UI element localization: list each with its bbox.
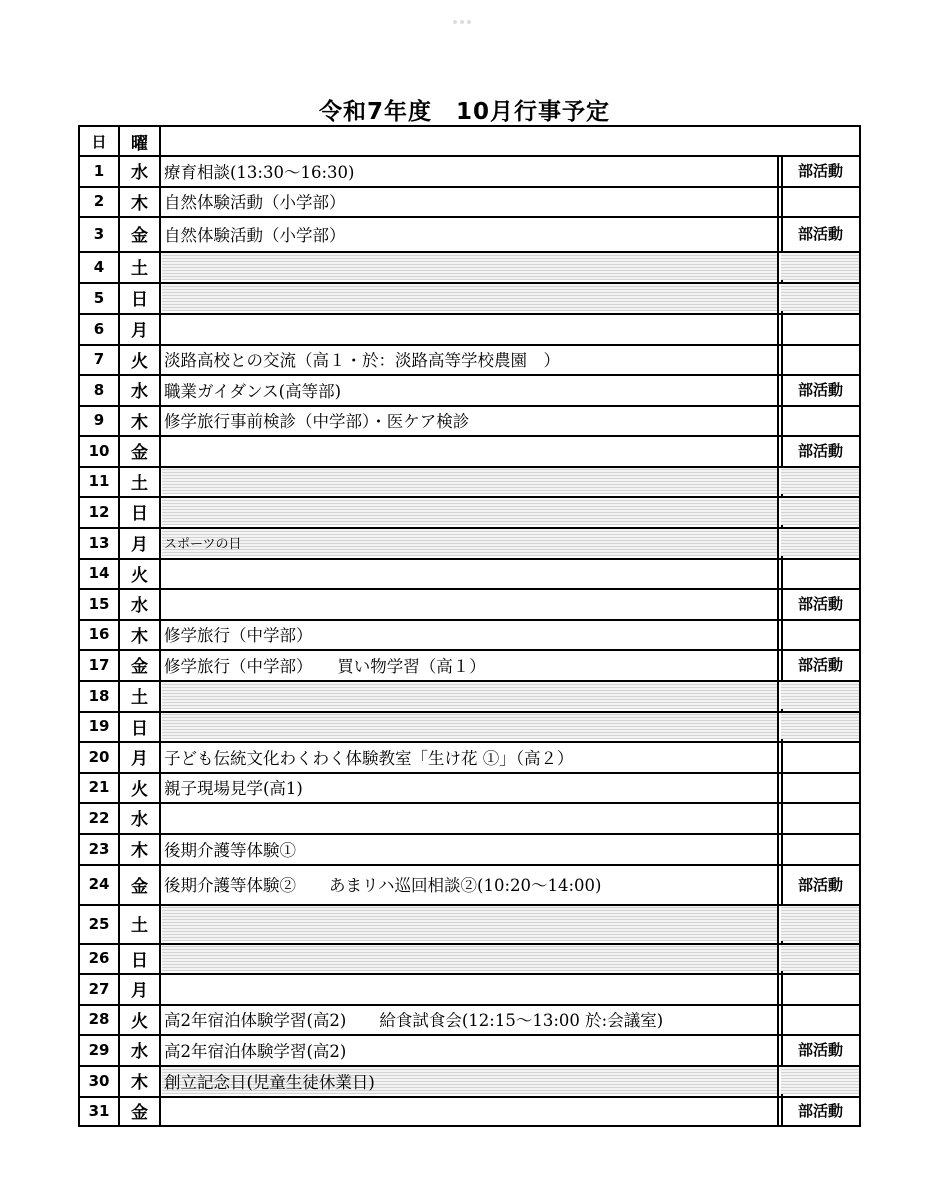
table-row (78, 344, 861, 374)
weekday: 日 (131, 718, 148, 739)
day-number: 2 (93, 192, 105, 210)
page-title: 令和7年度 10月行事予定 (318, 99, 610, 125)
day-number: 13 (88, 533, 110, 552)
day-number: 19 (88, 717, 110, 735)
table-row (78, 496, 861, 527)
weekday: 水 (131, 596, 148, 616)
weekday: 木 (131, 1073, 148, 1093)
day-number: 4 (93, 257, 105, 276)
event-text: 自然体験活動（小学部） (164, 193, 346, 212)
club-activity (782, 711, 859, 741)
club-activity: 部活動 (797, 656, 843, 674)
event-text (162, 588, 777, 619)
table-row (78, 802, 861, 833)
header-row (78, 125, 861, 157)
weekday: 日 (131, 950, 148, 971)
weekday: 月 (131, 321, 148, 341)
event-text: 修学旅行事前検診（中学部）・医ケア検診 (164, 412, 470, 431)
day-number: 28 (88, 1010, 110, 1028)
table-row (78, 649, 861, 680)
club-activity: 部活動 (797, 595, 843, 613)
event-text (162, 711, 777, 741)
weekday: 月 (131, 535, 148, 555)
weekday: 土 (131, 473, 148, 494)
day-number: 23 (88, 839, 110, 858)
weekday: 月 (131, 981, 148, 1001)
table-row (78, 680, 861, 711)
club-activity (782, 496, 859, 527)
event-text (162, 251, 777, 282)
club-activity (782, 772, 859, 802)
header-day: 日 (91, 132, 107, 151)
weekday: 水 (131, 382, 148, 402)
weekday: 土 (131, 259, 148, 279)
day-number: 24 (88, 875, 110, 893)
table-row (78, 466, 861, 496)
weekday: 金 (131, 657, 148, 677)
table-row (78, 904, 861, 943)
club-activity (782, 466, 859, 496)
table-row (78, 155, 861, 186)
event-text (162, 904, 777, 943)
day-number: 5 (93, 288, 105, 307)
table-row (78, 216, 861, 251)
table-row (78, 313, 861, 344)
event-text: 創立記念日(児童生徒休業日) (164, 1072, 375, 1092)
weekday: 木 (131, 412, 148, 433)
table-row (78, 943, 861, 973)
event-text (162, 558, 777, 588)
weekday: 金 (131, 1103, 148, 1123)
event-text: 高2年宿泊体験学習(高2) (164, 1041, 347, 1061)
header-weekday: 曜 (131, 133, 148, 154)
club-activity (782, 186, 859, 216)
table-row (78, 772, 861, 802)
event-text (162, 943, 777, 973)
day-number: 9 (93, 411, 105, 429)
day-number: 7 (93, 350, 105, 368)
club-activity (782, 344, 859, 374)
day-number: 6 (93, 319, 105, 338)
day-number: 20 (88, 747, 110, 766)
table-row (78, 588, 861, 619)
club-activity: 部活動 (797, 162, 843, 180)
event-text: スポーツの日 (164, 537, 242, 552)
weekday: 火 (131, 779, 148, 800)
header-event (162, 125, 777, 157)
weekday: 金 (131, 226, 148, 246)
event-text (162, 496, 777, 527)
table-row (78, 1096, 861, 1125)
day-number: 11 (88, 472, 110, 490)
weekday: 月 (131, 749, 148, 769)
event-text: 後期介護等体験② あまリハ巡回相談②(10:20～14:00) (164, 876, 602, 895)
window-handle-dots (453, 9, 479, 15)
day-number: 16 (88, 625, 110, 643)
club-activity: 部活動 (797, 442, 843, 460)
event-text: 修学旅行（中学部） (164, 626, 313, 645)
club-activity: 部活動 (797, 225, 843, 243)
club-activity (782, 904, 859, 943)
weekday: 火 (131, 1011, 148, 1032)
event-text: 療育相談(13:30～16:30) (164, 162, 355, 182)
table-row (78, 864, 861, 904)
table-row (78, 558, 861, 588)
day-number: 3 (93, 224, 105, 243)
day-number: 27 (88, 979, 110, 998)
event-text (162, 1096, 777, 1125)
table-row (78, 405, 861, 435)
event-text: 後期介護等体験① (164, 840, 296, 860)
event-text (162, 466, 777, 496)
weekday: 火 (131, 351, 148, 372)
table-row (78, 619, 861, 649)
weekday: 水 (131, 810, 148, 830)
weekday: 木 (131, 841, 148, 861)
event-text (162, 680, 777, 711)
weekday: 水 (131, 1042, 148, 1062)
day-number: 8 (93, 380, 105, 399)
club-activity: 部活動 (797, 875, 843, 894)
event-text (162, 435, 777, 466)
club-activity (782, 282, 859, 313)
day-number: 1 (93, 161, 105, 180)
weekday: 木 (131, 626, 148, 647)
club-activity (782, 741, 859, 772)
club-activity (782, 619, 859, 649)
table-row (78, 435, 861, 466)
club-activity (782, 943, 859, 973)
table-row (78, 282, 861, 313)
event-text (162, 313, 777, 344)
club-activity (782, 313, 859, 344)
event-text (162, 282, 777, 313)
weekday: 金 (131, 876, 148, 897)
event-text: 職業ガイダンス(高等部) (164, 381, 342, 401)
table-row (78, 741, 861, 772)
club-activity: 部活動 (797, 381, 843, 399)
table-row (78, 251, 861, 282)
club-activity (782, 527, 859, 558)
event-text: 高2年宿泊体験学習(高2) 給食試食会(12:15～13:00 於:会議室) (164, 1011, 664, 1030)
event-text: 淡路高校との交流（高１・於：淡路高等学校農園 ） (164, 351, 560, 370)
club-activity (782, 405, 859, 435)
table-row (78, 527, 861, 558)
day-number: 15 (88, 594, 110, 613)
club-activity (782, 833, 859, 864)
weekday: 日 (131, 504, 148, 524)
day-number: 10 (88, 441, 110, 460)
day-number: 12 (88, 502, 110, 521)
club-activity (782, 251, 859, 282)
day-number: 18 (88, 686, 110, 705)
day-number: 25 (88, 914, 110, 933)
table-row (78, 833, 861, 864)
weekday: 金 (131, 443, 148, 463)
table-row (78, 1065, 861, 1096)
table-row (78, 711, 861, 741)
weekday: 水 (131, 163, 148, 183)
table-row (78, 1034, 861, 1065)
club-activity (782, 1065, 859, 1096)
day-number: 17 (88, 655, 110, 674)
weekday: 火 (131, 565, 148, 586)
day-number: 29 (88, 1040, 110, 1059)
table-row (78, 186, 861, 216)
day-number: 31 (88, 1101, 110, 1120)
table-row (78, 1004, 861, 1034)
weekday: 木 (131, 193, 148, 214)
day-number: 14 (88, 564, 110, 582)
event-text (162, 802, 777, 833)
weekday: 土 (131, 916, 148, 936)
club-activity (782, 973, 859, 1004)
table-row (78, 374, 861, 405)
event-text: 自然体験活動（小学部） (164, 225, 346, 245)
day-number: 26 (88, 949, 110, 967)
club-activity (782, 802, 859, 833)
day-number: 30 (88, 1071, 110, 1090)
club-activity (782, 1004, 859, 1034)
table-row (78, 973, 861, 1004)
event-text: 親子現場見学(高1) (164, 779, 303, 798)
event-text: 修学旅行（中学部） 買い物学習（高１） (164, 656, 486, 676)
weekday: 土 (131, 688, 148, 708)
day-number: 21 (88, 778, 110, 796)
club-activity: 部活動 (797, 1102, 843, 1120)
day-number: 22 (88, 808, 110, 827)
club-activity: 部活動 (797, 1041, 843, 1059)
club-activity (782, 680, 859, 711)
club-activity (782, 558, 859, 588)
event-text (162, 973, 777, 1004)
event-text: 子ども伝統文化わくわく体験教室「生け花 ①」（高２） (164, 748, 574, 768)
weekday: 日 (131, 290, 148, 310)
